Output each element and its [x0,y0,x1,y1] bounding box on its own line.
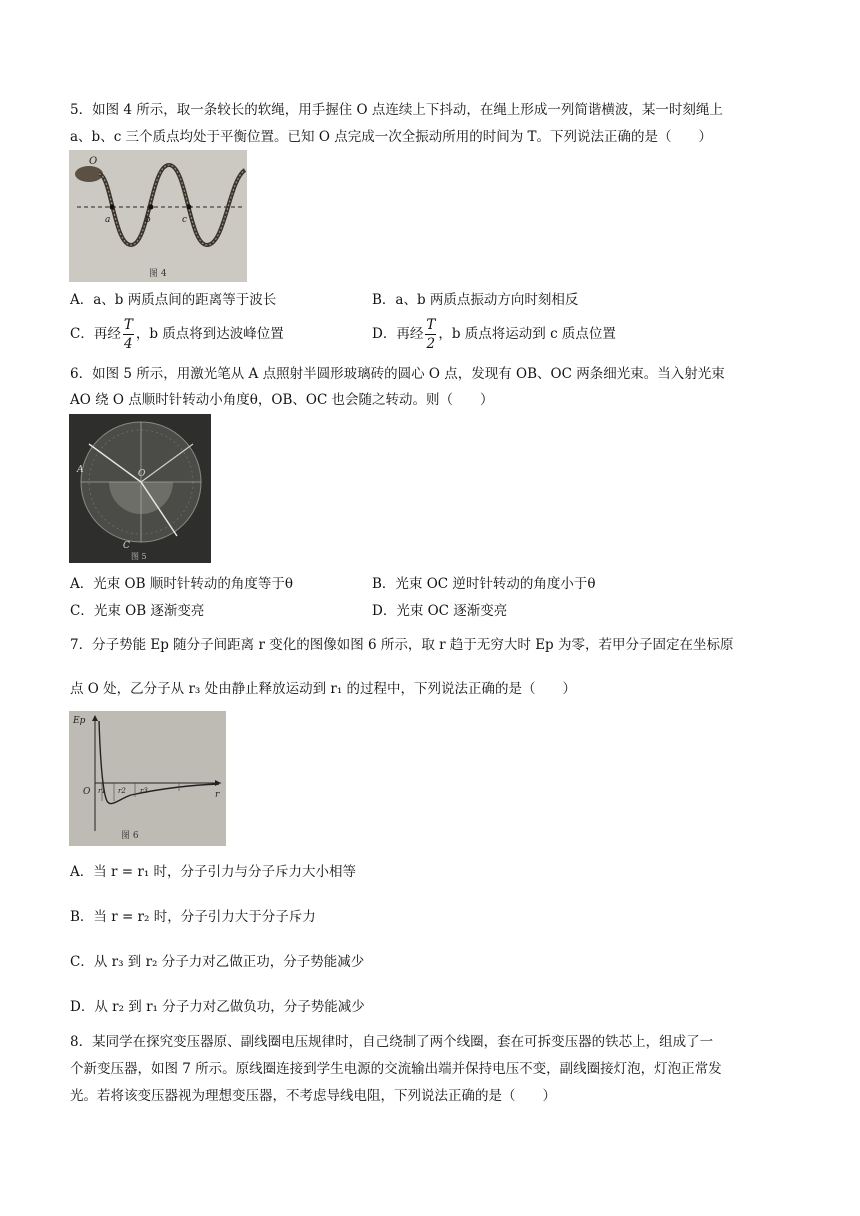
q6-option-c[interactable]: C．光束 OB 逐渐变亮 [70,603,205,619]
q6-stem-line1: 6．如图 5 所示，用激光笔从 A 点照射半圆形玻璃砖的圆心 O 点，发现有 OB、OC 两条细光束。当入射光束 [70,366,725,382]
fig4-label-o: O [89,156,98,167]
fig5-caption: 图 5 [131,552,147,561]
fig4-label-c: c [182,215,188,225]
q8-stem-line2: 个新变压器，如图 7 所示。原线圈连接到学生电源的交流输出端并保持电压不变，副线圈接灯泡，灯泡正常发 [70,1061,722,1077]
q5-option-d-prefix: D．再经 [372,326,424,342]
fig4-label-b: b [145,215,151,225]
q7-option-c[interactable]: C．从 r₃ 到 r₂ 分子力对乙做正功，分子势能减少 [70,954,365,970]
q5-option-d[interactable] [372,316,616,353]
q6-stem-line2: AO 绕 O 点顺时针转动小角度θ，OB、OC 也会随之转动。则（ ） [70,392,494,408]
q6-option-a[interactable]: A．光束 OB 顺时针转动的角度等于θ [70,576,293,592]
q5-option-c-prefix: C．再经 [70,326,121,342]
figure-5-semicircle-glass [69,414,211,563]
q5-option-c-suffix: ，b 质点将到达波峰位置 [135,326,284,342]
q8-stem-line1: 8．某同学在探究变压器原、副线圈电压规律时，自己绕制了两个线圈，套在可拆变压器的铁芯上，组成了一 [70,1034,714,1050]
fig6-label-o: O [83,787,91,797]
q7-option-d[interactable]: D．从 r₂ 到 r₁ 分子力对乙做负功，分子势能减少 [70,999,365,1015]
fig5-label-o: O [138,469,146,479]
fig6-caption: 图 6 [121,831,139,841]
q5-stem-line2: a、b、c 三个质点均处于平衡位置。已知 O 点完成一次全振动所用的时间为 T。下列说法正确的是（ ） [70,129,712,145]
q6-option-b[interactable]: B．光束 OC 逆时针转动的角度小于θ [372,576,596,592]
fig6-label-r3: r3 [140,787,148,795]
q5-option-d-fraction: $\frac{T}{2}$ [426,317,436,352]
fig6-label-r1: r1 [98,787,106,795]
q5-option-c-fraction: $\frac{T}{4}$ [123,317,133,352]
fig5-label-c: C [123,541,130,551]
q7-option-b[interactable]: B．当 r = r₂ 时，分子引力大于分子斥力 [70,909,316,925]
fig5-label-a: A [77,465,84,475]
fig6-label-r2: r2 [118,787,126,795]
fig4-caption: 图 4 [149,269,167,279]
fig6-label-r: r [215,790,220,800]
q6-option-d[interactable]: D．光束 OC 逐渐变亮 [372,603,508,619]
q5-option-b[interactable]: B．a、b 两质点振动方向时刻相反 [372,292,579,308]
figure-4-wave-on-rope [69,150,247,282]
q8-stem-line3: 光。若将该变压器视为理想变压器，不考虑导线电阻，下列说法正确的是（ ） [70,1088,556,1104]
q5-option-c[interactable] [70,316,284,353]
q7-stem-line1: 7．分子势能 Ep 随分子间距离 r 变化的图像如图 6 所示，取 r 趋于无穷大时 Ep 为零，若甲分子固定在坐标原 [70,637,734,653]
q7-option-a[interactable]: A．当 r = r₁ 时，分子引力与分子斥力大小相等 [70,864,357,880]
figure-6-potential-energy-curve [69,711,226,846]
q5-stem-line1: 5．如图 4 所示，取一条较长的软绳，用手握住 O 点连续上下抖动，在绳上形成一列简谐横波，某一时刻绳上 [70,102,723,118]
q7-stem-line2: 点 O 处，乙分子从 r₃ 处由静止释放运动到 r₁ 的过程中，下列说法正确的是（ ） [70,681,577,697]
q5-option-d-suffix: ，b 质点将运动到 c 质点位置 [438,326,616,342]
q5-option-a[interactable]: A．a、b 两质点间的距离等于波长 [70,292,277,308]
fig4-label-a: a [105,215,111,225]
fig6-label-ep: Ep [73,716,86,726]
